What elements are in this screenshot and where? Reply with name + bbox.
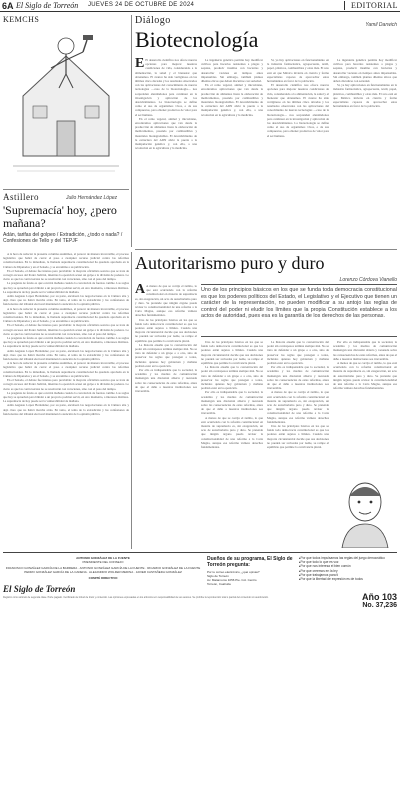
footer-logo: El Siglo de Torreón [3,584,76,594]
autoritarismo-paragraph-2-col2: Uno de los principios básicos en los que se funda toda democracia constitucional es que los poderes están sujetos a límites. Cuando una mayoría circunstancial decide que sus decisiones no pueden ser revisadas por nadie, se rompe el equilibrio que permite la convivencia plural. [201,340,263,366]
paper-name: El Siglo de Torreón [16,1,79,10]
autoritarismo-paragraph-2: Uno de los principios básicos en los que se funda toda democracia constitucional es que los poderes están sujetos a límites. Cuando una mayoría circunstancial decide que sus decisiones no pueden ser revisadas por nadie, se rompe el equilibrio que permite la convivencia plural. [135,317,197,343]
page-header [0,0,400,12]
autoritarismo-body-col2 [201,340,263,549]
author-caricature [334,474,396,548]
autoritarismo-paragraph-4-col2: Por ello es indispensable que la sociedad, la academia y los medios de comunicación mantengan una discusión abierta y razonada sobre las consecuencias de estas reformas, antes de que el daño a nuestras instituciones sea irreversible. [201,390,263,416]
contact-line-4: Torreón, Coahuila [207,582,231,586]
astillero-paragraph-1: A la hora de redactar la presente columna asumimos, al parecer de manera irreversible, el proceso legislativo que habrá de cerrar el paso a cualquier recurso judicial contra las reformas constitucionales. En lo inmediato, la llamada supremacía constitucional ha quedado aprobada en la Cámara de Diputados y en el Senado, y se encamina a su publicación. [3,252,129,269]
autoritarismo-paragraph-4: Por ello es indispensable que la sociedad, la academia y los medios de comunicación mantengan una discusión abierta y razonada sobre las consecuencias de estas reformas, antes de que el daño a nuestras instituciones sea irreversible. [135,368,197,394]
fine-print: Registro como artículo de segunda clase. Porte pagado. Certificado de licitud de título y contenido. Las opiniones expresadas en los artículos son responsabilidad de sus autores. Se prohíbe la reproducción total o parcial del contenido sin autorización. [3,596,269,599]
dialogo-column-label: Diálogo [135,15,171,26]
year-label: Año 103 [361,592,397,602]
autoritarismo-paragraph-1: A menos de que se corrija el rumbo, lo que está ocurriendo con la reforma constitucional en materia de supremacía es, sin exageración, un acto de autoritarismo puro y duro. Se pretende que ningún órgano pueda revisar la constitucionalidad de una reforma a la Carta Magna, aunque esa reforma vulnere derechos fundamentales. [135,284,197,318]
page-number: 6A [2,1,14,11]
principle-item: ▸ Por que nos interesa el bien común [299,564,397,568]
astillero-paragraph-3: La pregunta de fondo es qué ocurrirá mañana cuando la correlación de fuerzas cambie. Las reglas que hoy se aprueban para blindar a un proyecto podrían servir, en otro momento, a intereses distintos. La supremacía de hoy puede ser la vulnerabilidad de mañana. [3,281,129,294]
issue-date: JUEVES 24 DE OCTUBRE DE 2024 [88,2,195,8]
footer-top-rule [3,552,397,553]
staff-row-1: FRANCISCO GONZÁLEZ GARCÍA DE LA BARRERA · ANTONIO GONZÁLEZ GARCÍA DE LA FUENTE · RICARDO GONZÁLEZ DE LA FUENTE [5,566,201,570]
contact-line-2: Siglo de Torreón [207,574,229,578]
staff-president-role: PRESIDENTE DEL CONSEJO [82,560,124,564]
dialogo-body-col1: E El desarrollo científico nos ofrece nuevas opciones para mejorar nuestras condiciones de vida, considerando a la alimentación, la salud y el bienestar que obtenemos. El avance ha sido vertiginoso en las últimas cinco décadas y los resultados observados con las aplicaciones del conocimiento de nuevas tecnologías —caso de la biotecnología— nos sorprenden alentándonos para continuar en la investigación y aplicación de los descubrimientos. La biotecnología se define como el uso de organismos vivos, o de sus compuestos, para obtener productos de valor para el ser humano. En el reino vegetal, animal y microbiano, encontramos aplicaciones que van desde la producción de alimentos hasta la elaboración de medicamentos, pasando por combustibles y materiales biodegradables. El descubrimiento de la estructura del ADN abrió la puerta a la manipulación genética y, con ella, a una revolución en la agricultura y la medicina. [135,58,197,151]
autoritarismo-headline: Autoritarismo puro y duro [135,253,325,273]
staff-committee: COMITÉ DIRECTIVO [88,576,118,580]
contact-line-3: Av. Matamoros 1056 Pte. Col. Centro [207,578,257,582]
astillero-body [3,252,129,549]
astillero-paragraph-10: En el Senado, el debate fue intenso pero previsible: la mayoría oficialista sostuvo que se trata de corregir excesos del Poder Judicial, mientras la oposición acusó un golpe a la división de poderes. Lo cierto es que las controversias no se resolverán con votaciones, sino con el paso del tiempo. [3,378,129,391]
dialogo-paragraph-1: El desarrollo científico nos ofrece nuevas opciones para mejorar nuestras condiciones de vida, considerando a la alimentación, la salud y el bienestar que obtenemos. El avance ha sido vertiginoso en las últimas cinco décadas y los resultados observados con las aplicaciones del conocimiento de nuevas tecnologías —caso de la biotecnología— nos sorprenden alentándonos para continuar en la investigación y aplicación de los descubrimientos. La biotecnología se define como el uso de organismos vivos, o de sus compuestos, para obtener productos de valor para el ser humano. [135,58,197,117]
contact-heading: Dueños de su programa, El Siglo de Torreón pregunta: [207,556,293,568]
dialogo-paragraph-4: Sí, ya hay aplicaciones en funcionamiento en la industria farmacéutica, agropecuaria, textil, papel, plásticos, combustibles y otras más. El reto está en que México invierta en ciencia y forme especialistas capaces de aprovechar estas herramientas en favor de la población. [267,58,329,84]
astillero-paragraph-12: Adán Augusto López Hernández, por su parte, encabezó las negociaciones en la Cámara alta y dejó claro que no habrá marcha atrás. En tanto, el tema de la extradición y las confesiones de funcionarios del tribunal electoral mantienen la atención de la opinión pública. [3,403,129,416]
contact-line-1: Por tu correo electrónico, ¿qué opinas? [207,570,260,574]
astillero-paragraph-6: En el Senado, el debate fue intenso pero previsible: la mayoría oficialista sostuvo que se trata de corregir excesos del Poder Judicial, mientras la oposición acusó un golpe a la división de poderes. Lo cierto es que las controversias no se resolverán con votaciones, sino con el paso del tiempo. [3,323,129,336]
autoritarismo-paragraph-3-col3: La historia enseña que la concentración del poder sin contrapesos termina siempre mal. No se trata de defender a un grupo o a otro, sino de preservar las reglas que protegen a todos, incluidos quienes hoy gobiernan y mañana podrían estar en la oposición. [267,340,329,366]
astillero-column-label: Astillero [3,192,39,202]
principle-item: ▸ Por que la libertad de expresión es de todos [299,577,397,581]
astillero-paragraph-7: La pregunta de fondo es qué ocurrirá mañana cuando la correlación de fuerzas cambie. Las reglas que hoy se aprueban para blindar a un proyecto podrían servir, en otro momento, a intereses distintos. La supremacía de hoy puede ser la vulnerabilidad de mañana. [3,336,129,349]
issue-info [362,592,397,609]
contact-info [207,570,297,586]
autoritarismo-body-col4 [333,340,397,470]
astillero-paragraph-9: A la hora de redactar la presente columna asumimos, al parecer de manera irreversible, el proceso legislativo que habrá de cerrar el paso a cualquier recurso judicial contra las reformas constitucionales. En lo inmediato, la llamada supremacía constitucional ha quedado aprobada en la Cámara de Diputados y en el Senado, y se encamina a su publicación. [3,361,129,378]
autoritarismo-top-rule [135,249,397,250]
issue-number: No. 37,236 [362,602,397,609]
astillero-deck: Adán, tarifas del golpeo / Extradición, ¿todo o nada? / Confesiones de Tello y del TEPJF [3,232,123,244]
autoritarismo-paragraph-1-col3: A menos de que se corrija el rumbo, lo que está ocurriendo con la reforma constitucional en materia de supremacía es, sin exageración, un acto de autoritarismo puro y duro. Se pretende que ningún órgano pueda revisar la constitucionalidad de una reforma a la Carta Magna, aunque esa reforma vulnere derechos fundamentales. [267,390,329,424]
autoritarismo-paragraph-3-col2: La historia enseña que la concentración del poder sin contrapesos termina siempre mal. No se trata de defender a un grupo o a otro, sino de preservar las reglas que protegen a todos, incluidos quienes hoy gobiernan y mañana podrían estar en la oposición. [201,365,263,391]
autoritarismo-paragraph-2-col3: Uno de los principios básicos en los que se funda toda democracia constitucional es que los poderes están sujetos a límites. Cuando una mayoría circunstancial decide que sus decisiones no pueden ser revisadas por nadie, se rompe el equilibrio que permite la convivencia plural. [267,424,329,450]
principle-item: ▸ Por que trabajamos para ti [299,573,397,577]
principle-item: ▸ Por que todo lo que es voz [299,560,397,564]
cartoon-illustration [3,26,129,186]
astillero-paragraph-5: A la hora de redactar la presente columna asumimos, al parecer de manera irreversible, el proceso legislativo que habrá de cerrar el paso a cualquier recurso judicial contra las reformas constitucionales. En lo inmediato, la llamada supremacía constitucional ha quedado aprobada en la Cámara de Diputados y en el Senado, y se encamina a su publicación. [3,306,129,324]
dialogo-body-col4 [333,58,397,244]
pull-quote-rule-top [201,284,397,285]
autoritarismo-paragraph-1-col4: A menos de que se corrija el rumbo, lo que está ocurriendo con la reforma constitucional en materia de supremacía es, sin exageración, un acto de autoritarismo puro y duro. Se pretende que ningún órgano pueda revisar la constitucionalidad de una reforma a la Carta Magna, aunque esa reforma vulnere derechos fundamentales. [333,361,397,391]
cartoon-column-label: KEMCHS [3,15,40,24]
dialogo-body-col3 [267,58,329,244]
astillero-author: Julio Hernández López [66,195,118,201]
autoritarismo-author: Lorenzo Córdova Vianello [339,277,397,283]
autoritarismo-paragraph-4-col4: Por ello es indispensable que la sociedad, la academia y los medios de comunicación mantengan una discusión abierta y razonada sobre las consecuencias de estas reformas, antes de que el daño a nuestras instituciones sea irreversible. [333,340,397,361]
principle-item: ▸ Por que todos impulsamos las reglas del juego democrático [299,556,397,560]
section-name: EDITORIAL [344,1,398,10]
dialogo-headline: Biotecnología [135,27,259,52]
staff-president: ANTONIO GONZÁLEZ DE LA FUENTE [76,556,130,560]
column-divider [131,15,132,247]
astillero-paragraph-2: En el Senado, el debate fue intenso pero previsible: la mayoría oficialista sostuvo que se trata de corregir excesos del Poder Judicial, mientras la oposición acusó un golpe a la división de poderes. Lo cierto es que las controversias no se resolverán con votaciones, sino con el paso del tiempo. [3,268,129,282]
caricature-illustration [334,474,396,548]
principle-item: ▸ Por que creemos en la ley [299,569,397,573]
autoritarismo-paragraph-1-col2: A menos de que se corrija el rumbo, lo que está ocurriendo con la reforma constitucional en materia de supremacía es, sin exageración, un acto de autoritarismo puro y duro. Se pretende que ningún órgano pueda revisar la constitucionalidad de una reforma a la Carta Magna, aunque esa reforma vulnere derechos fundamentales. [201,415,263,450]
autoritarismo-paragraph-4-col3: Por ello es indispensable que la sociedad, la academia y los medios de comunicación mantengan una discusión abierta y razonada sobre las consecuencias de estas reformas, antes de que el daño a nuestras instituciones sea irreversible. [267,365,329,391]
dialogo-paragraph-2: En el reino vegetal, animal y microbiano, encontramos aplicaciones que van desde la producción de alimentos hasta la elaboración de medicamentos, pasando por combustibles y materiales biodegradables. El descubrimiento de la estructura del ADN abrió la puerta a la manipulación genética y, con ella, a una revolución en la agricultura y la medicina. [135,116,197,151]
astillero-top-rule [3,189,129,190]
dialogo-paragraph-1-cont: El desarrollo científico nos ofrece nuevas opciones para mejorar nuestras condiciones de vida, considerando a la alimentación, la salud y el bienestar que obtenemos. El avance ha sido vertiginoso en las últimas cinco décadas y los resultados observados con las aplicaciones del conocimiento de nuevas tecnologías —caso de la biotecnología— nos sorprenden alentándonos para continuar en la investigación y aplicación de los descubrimientos. La biotecnología se define como el uso de organismos vivos, o de sus compuestos, para obtener productos de valor para el ser humano. [267,83,329,138]
astillero-paragraph-8: Adán Augusto López Hernández, por su parte, encabezó las negociaciones en la Cámara alta y dejó claro que no habrá marcha atrás. En tanto, el tema de la extradición y las confesiones de funcionarios del tribunal electoral mantienen la atención de la opinión pública. [3,348,129,362]
dialogo-paragraph-4-cont: Sí, ya hay aplicaciones en funcionamiento en la industria farmacéutica, agropecuaria, textil, papel, plásticos, combustibles y otras más. El reto está en que México invierta en ciencia y forme especialistas capaces de aprovechar estas herramientas en favor de la población. [333,83,397,109]
pull-quote-rule-bottom [201,336,397,337]
dialogo-paragraph-3-cont: La ingeniería genética permite hoy modificar cultivos para hacerlos resistentes a plagas y sequías, producir insulina con bacterias y desarrollar vacunas en tiempos antes impensables. Sin embargo, también plantea dilemas éticos que deben discutirse con seriedad. [333,58,397,84]
pull-quote: Uno de los principios básicos en los que se funda toda democracia constitucional es que los poderes políticos del Estado, el Legislativo y el Ejecutivo que tienen un carácter de la representación, no pueden modificar a su antojo las reglas de control del poder ni eludir los límites que la propia Constitución establece a los actos de autoridad, pues esa es la garantía de los derechos de las personas. [201,287,397,320]
autoritarismo-body-col1: A A menos de que se corrija el rumbo, lo que está ocurriendo con la reforma constitucional en materia de supremacía es, sin exageración, un acto de autoritarismo puro y duro. Se pretende que ningún órgano pueda revisar la constitucionalidad de una reforma a la Carta Magna, aunque esa reforma vulnere derechos fundamentales. Uno de los principios básicos en los que se funda toda democracia constitucional es que los poderes están sujetos a límites. Cuando una mayoría circunstancial decide que sus decisiones no pueden ser revisadas por nadie, se rompe el equilibrio que permite la convivencia plural. La historia enseña que la concentración del poder sin contrapesos termina siempre mal. No se trata de defender a un grupo o a otro, sino de preservar las reglas que protegen a todos, incluidos quienes hoy gobiernan y mañana podrían estar en la oposición. Por ello es indispensable que la sociedad, la academia y los medios de comunicación mantengan una discusión abierta y razonada sobre las consecuencias de estas reformas, antes de que el daño a nuestras instituciones sea irreversible. [135,284,197,394]
staff-row-2: PEDRO GONZÁLEZ GARCÍA DE LA CADENA · ALEJANDRO WOLFER MEDINA · JAVIER CASTAÑEDA GONZÁLEZ [24,570,182,574]
column-divider-2 [131,252,132,549]
astillero-paragraph-11: La pregunta de fondo es qué ocurrirá mañana cuando la correlación de fuerzas cambie. Las reglas que hoy se aprueban para blindar a un proyecto podrían servir, en otro momento, a intereses distintos. La supremacía de hoy puede ser la vulnerabilidad de mañana. [3,390,129,404]
autoritarismo-body-col3 [267,340,329,549]
dialogo-paragraph-2-cont: En el reino vegetal, animal y microbiano, encontramos aplicaciones que van desde la producción de alimentos hasta la elaboración de medicamentos, pasando por combustibles y materiales biodegradables. El descubrimiento de la estructura del ADN abrió la puerta a la manipulación genética y, con ella, a una revolución en la agricultura y la medicina. [201,83,263,117]
staff-box [3,556,203,580]
dialogo-body-col2 [201,58,263,244]
astillero-headline: 'Supremacía' hoy, ¿pero mañana? [3,203,117,230]
autoritarismo-paragraph-3: La historia enseña que la concentración del poder sin contrapesos termina siempre mal. No se trata de defender a un grupo o a otro, sino de preservar las reglas que protegen a todos, incluidos quienes hoy gobiernan y mañana podrían estar en la oposición. [135,342,197,368]
editorial-cartoon [3,26,129,186]
editorial-principles-list [299,556,397,581]
dialogo-author: Yamil Darwich [365,22,397,28]
astillero-paragraph-4: Adán Augusto López Hernández, por su parte, encabezó las negociaciones en la Cámara alta y dejó claro que no habrá marcha atrás. En tanto, el tema de la extradición y las confesiones de funcionarios del tribunal electoral mantienen la atención de la opinión pública. [3,294,129,307]
dialogo-paragraph-3: La ingeniería genética permite hoy modificar cultivos para hacerlos resistentes a plagas y sequías, producir insulina con bacterias y desarrollar vacunas en tiempos antes impensables. Sin embargo, también plantea dilemas éticos que deben discutirse con seriedad. [201,58,263,84]
